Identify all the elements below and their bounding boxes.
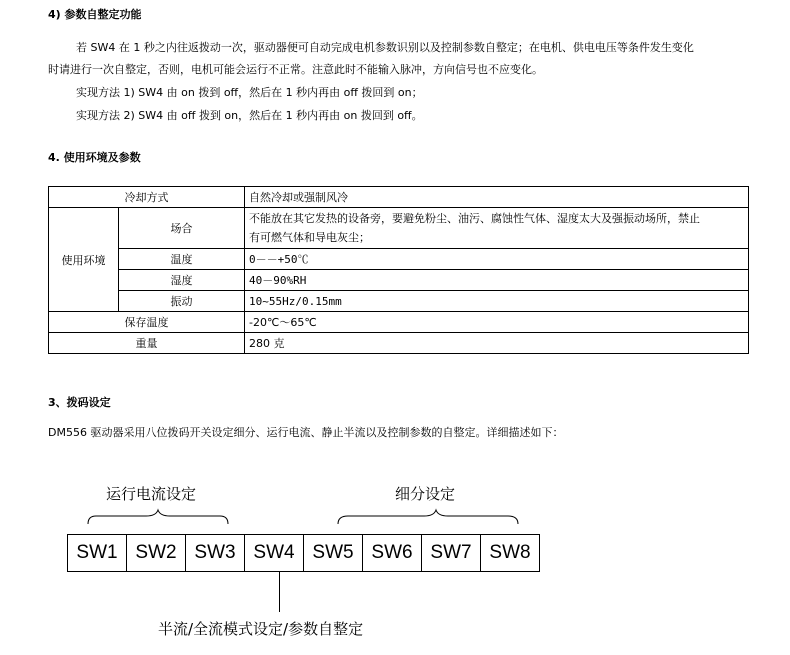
- dip-switch-sw6: SW6: [362, 534, 422, 572]
- dip-switch-sw7: SW7: [421, 534, 481, 572]
- place-value-line2: 有可燃气体和导电灰尘；: [249, 231, 370, 244]
- method-1-text: 实现方法 1) SW4 由 on 拨到 off，然后在 1 秒内再由 off 拨回到 on；: [76, 86, 423, 99]
- table-row: [49, 187, 749, 208]
- place-value-line1: 不能放在其它发热的设备旁，要避免粉尘、油污、腐蚀性气体、湿度太大及强振动场所，禁止: [249, 212, 700, 225]
- microstep-brace: [338, 510, 518, 524]
- table-row: [49, 208, 749, 249]
- dip-switch-sw8: SW8: [480, 534, 540, 572]
- table-row: [49, 312, 749, 333]
- storage-temp-value: -20℃～65℃: [245, 312, 749, 333]
- storage-temp-label: 保存温度: [49, 312, 245, 333]
- current-brace: [88, 510, 228, 524]
- table-row: [49, 249, 749, 270]
- dip-switch-sw2: SW2: [126, 534, 186, 572]
- microstep-setting-label: 细分设定: [395, 485, 456, 503]
- table-row: [49, 270, 749, 291]
- dip-switch-sw1: SW1: [67, 534, 127, 572]
- cooling-label: 冷却方式: [49, 187, 245, 208]
- place-value: [245, 208, 749, 249]
- temperature-label: 温度: [119, 249, 245, 270]
- temperature-value: 0－－+50℃: [245, 249, 749, 270]
- brace-lines: [80, 506, 550, 532]
- environment-spec-table: [48, 186, 749, 354]
- section-heading-environment: 4. 使用环境及参数: [48, 151, 141, 164]
- section-heading-dip: 3、拨码设定: [48, 396, 111, 409]
- sw4-leader-line: [279, 572, 280, 612]
- table-row: [49, 291, 749, 312]
- humidity-value: 40－90%RH: [245, 270, 749, 291]
- vibration-label: 振动: [119, 291, 245, 312]
- dip-switch-sw5: SW5: [303, 534, 363, 572]
- dip-switch-row: [67, 534, 540, 572]
- weight-label: 重量: [49, 333, 245, 354]
- sw4-function-label: 半流/全流模式设定/参数自整定: [158, 620, 364, 638]
- section-heading-autotune: 4) 参数自整定功能: [48, 8, 142, 21]
- table-row: [49, 333, 749, 354]
- cooling-value: 自然冷却或强制风冷: [245, 187, 749, 208]
- humidity-label: 湿度: [119, 270, 245, 291]
- environment-label: 使用环境: [49, 208, 119, 312]
- dip-description: DM556 驱动器采用八位拨码开关设定细分、运行电流、静止半流以及控制参数的自整定。详细描述如下：: [48, 426, 564, 439]
- current-setting-label: 运行电流设定: [106, 485, 197, 503]
- weight-value: 280 克: [245, 333, 749, 354]
- place-label: 场合: [119, 208, 245, 249]
- vibration-value: 10~55Hz/0.15mm: [245, 291, 749, 312]
- autotune-paragraph-line1: 若 SW4 在 1 秒之内往返拨动一次，驱动器便可自动完成电机参数识别以及控制参数自整定；在电机、供电电压等条件发生变化: [76, 41, 694, 54]
- method-2-text: 实现方法 2) SW4 由 off 拨到 on，然后在 1 秒内再由 on 拨回到 off。: [76, 109, 423, 122]
- dip-switch-sw3: SW3: [185, 534, 245, 572]
- autotune-paragraph-line2: 时请进行一次自整定，否则，电机可能会运行不正常。注意此时不能输入脉冲，方向信号也不应变化。: [48, 63, 543, 76]
- dip-switch-sw4: SW4: [244, 534, 304, 572]
